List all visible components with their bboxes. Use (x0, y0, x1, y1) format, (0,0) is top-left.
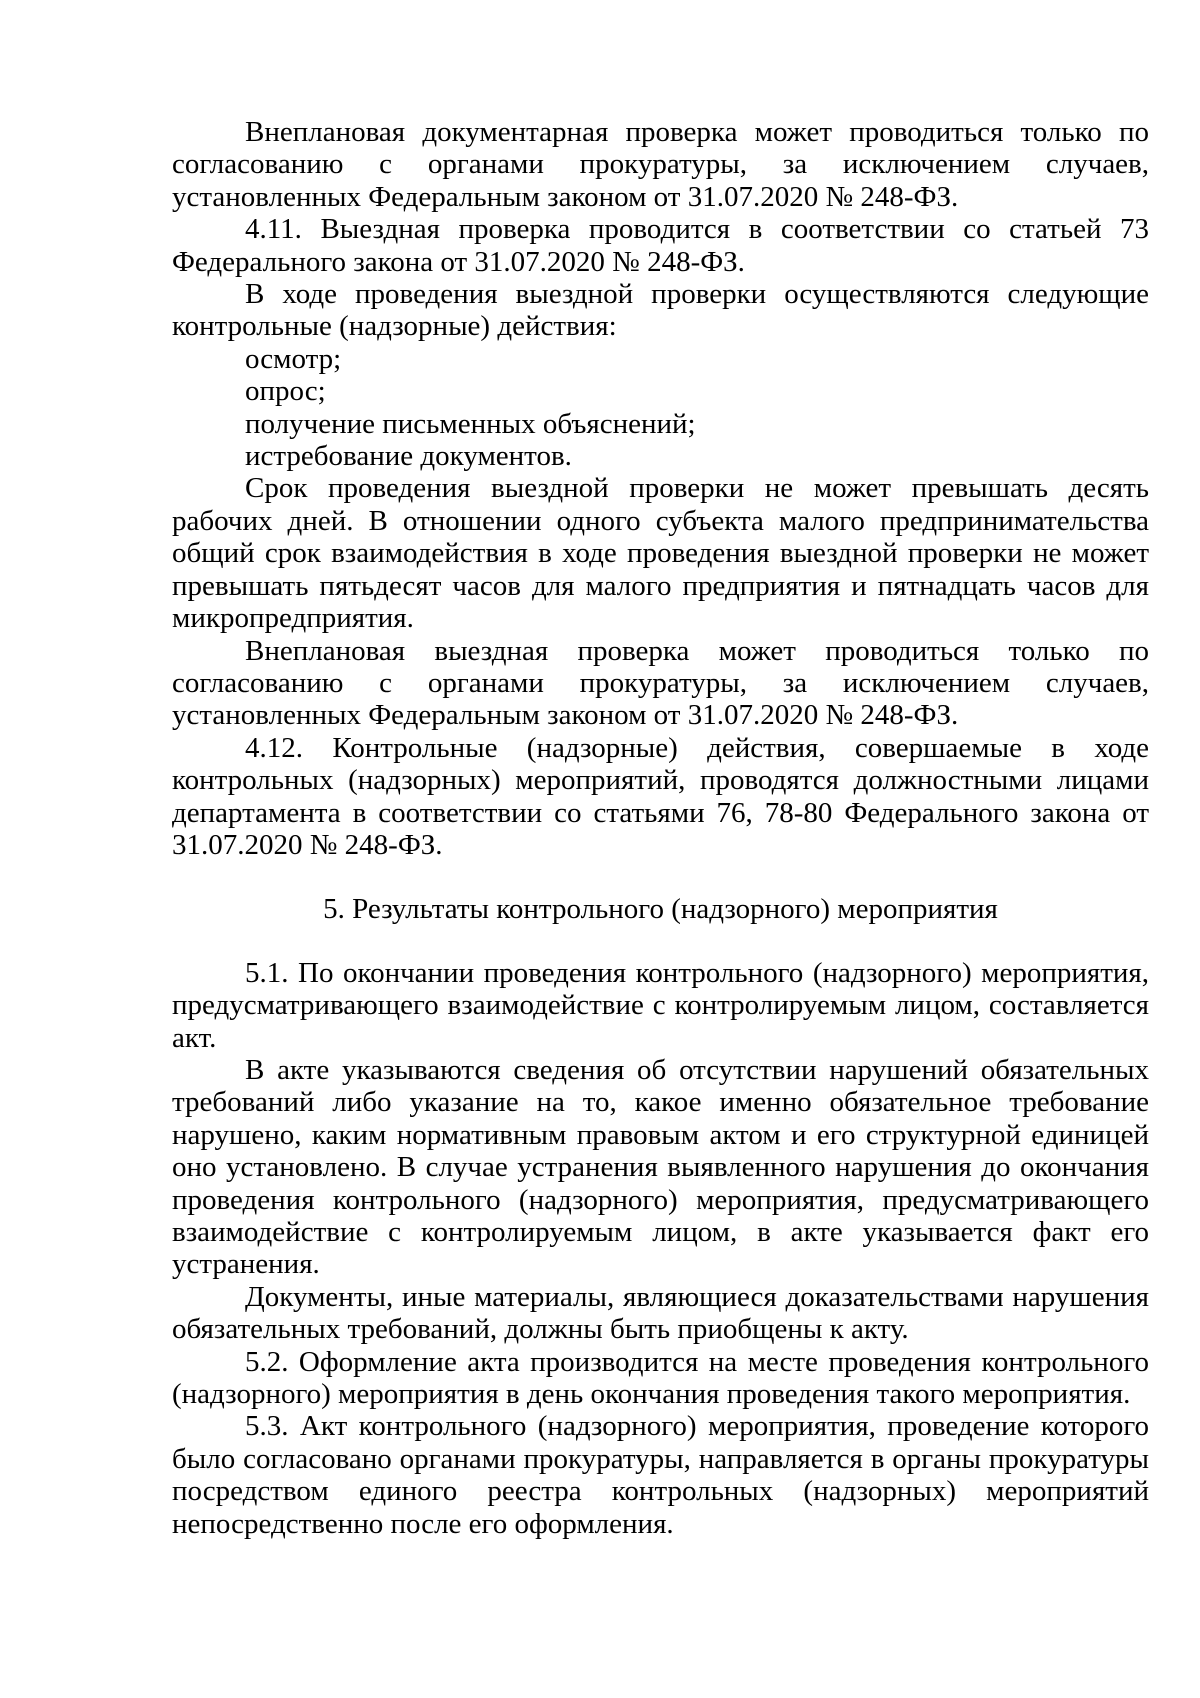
paragraph-onsite-inspection-term: Срок проведения выездной проверки не может превышать десять рабочих дней. В отношении одного субъекта малого предпринимательства общий срок взаимодействия в ходе проведения выездной проверки не может превышать пятьдесят часов для малого предприятия и пятнадцать часов для микропредприятия. (172, 472, 1149, 635)
paragraph-evidence-attached: Документы, иные материалы, являющиеся доказательствами нарушения обязательных требований, должны быть приобщены к акту. (172, 1280, 1149, 1346)
section-heading-results: 5. Результаты контрольного (надзорного) мероприятия (323, 893, 998, 926)
paragraph-5-3-act-sent-to-prosecutor: 5.3. Акт контрольного (надзорного) мероприятия, проведение которого было согласовано органами прокуратуры, направляется в органы прокуратуры посредством единого реестра контрольных (надзорных) мероприятий непосредственно после его оформления. (172, 1410, 1149, 1540)
document-body (172, 116, 1149, 1540)
list-item-inspection: осмотр; (245, 342, 342, 375)
list-item-written-explanations: получение письменных объяснений; (245, 407, 696, 440)
paragraph-5-1-act-drawn-up: 5.1. По окончании проведения контрольного (надзорного) мероприятия, предусматривающего взаимодействие с контролируемым лицом, составляется акт. (172, 956, 1149, 1054)
paragraph-onsite-inspection-approval: Внеплановая выездная проверка может проводиться только по согласованию с органами прокуратуры, за исключением случаев, установленных Федеральным законом от 31.07.2020 № 248-ФЗ. (172, 634, 1149, 732)
paragraph-4-12-control-actions: 4.12. Контрольные (надзорные) действия, совершаемые в ходе контрольных (надзорных) мероприятий, проводятся должностными лицами департамента в соответствии со статьями 76, 78-80 Федерального закона от 31.07.2020 № 248-ФЗ. (172, 731, 1149, 861)
paragraph-act-contents: В акте указываются сведения об отсутствии нарушений обязательных требований либо указание на то, какое именно обязательное требование нарушено, каким нормативным правовым актом и его структурной единицей оно установлено. В случае устранения выявленного нарушения до окончания проведения контрольного (надзорного) мероприятия, предусматривающего взаимодействие с контролируемым лицом, в акте указывается факт его устранения. (172, 1053, 1149, 1281)
list-item-document-request: истребование документов. (245, 440, 572, 473)
paragraph-4-11-onsite-inspection: 4.11. Выездная проверка проводится в соответствии со статьей 73 Федерального закона от 31.07.2020 № 248-ФЗ. (172, 213, 1149, 278)
paragraph-documentary-inspection-approval: Внеплановая документарная проверка может проводиться только по согласованию с органами прокуратуры, за исключением случаев, установленных Федеральным законом от 31.07.2020 № 248-ФЗ. (172, 116, 1149, 213)
paragraph-5-2-act-execution: 5.2. Оформление акта производится на месте проведения контрольного (надзорного) мероприятия в день окончания проведения такого мероприятия. (172, 1345, 1149, 1411)
paragraph-onsite-actions-intro: В ходе проведения выездной проверки осуществляются следующие контрольные (надзорные) действия: (172, 278, 1149, 343)
list-item-survey: опрос; (245, 375, 326, 408)
